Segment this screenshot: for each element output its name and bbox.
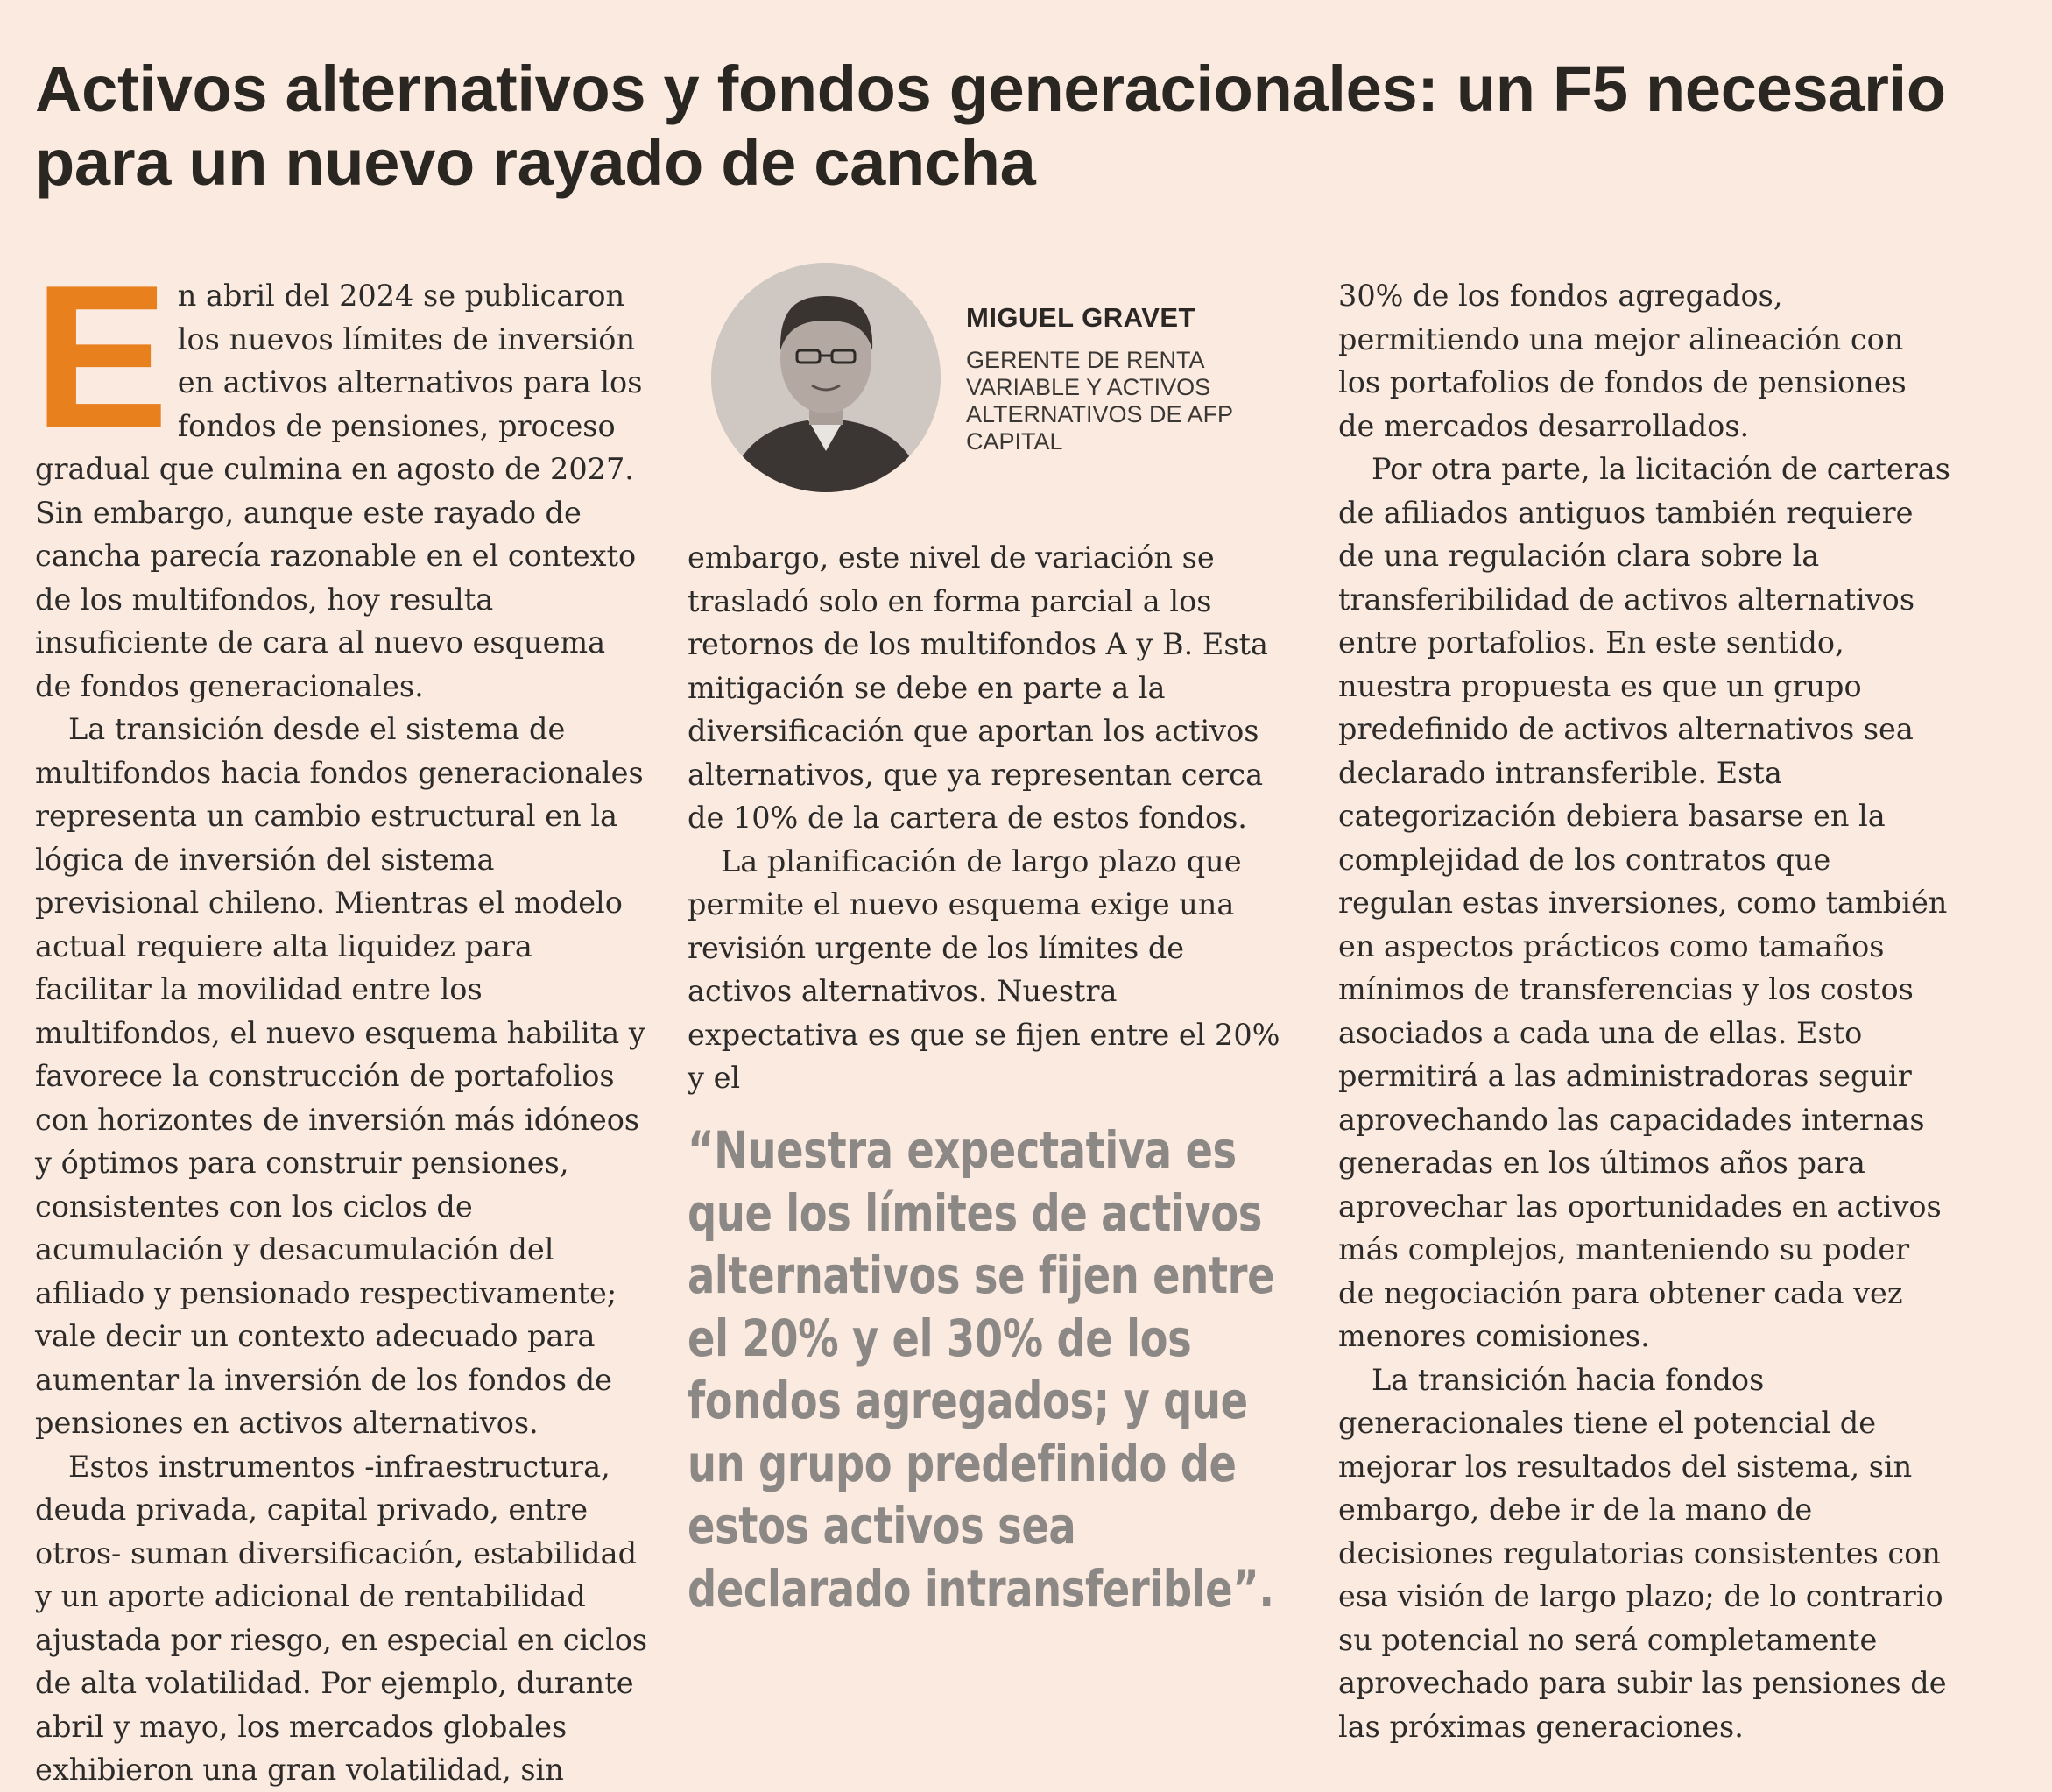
column-middle [688, 536, 1296, 1100]
pull-quote: “Nuestra expectativa es que los límites de activos alternativos se fijen entre el 20% y el 30% de los fondos agregados; y que un grupo predefinido de estos activos sea declarado intransferible”. [688, 1120, 1275, 1619]
article-paragraph: La transición desde el sistema de multifondos hacia fondos generacionales representa un cambio estructural en la lógica de inversión del sistema previsional chileno. Mientras el modelo actual requiere alta liquidez para facilitar la movilidad entre los multifondos, el nuevo esquema habilita y favorece la construcción de portafolios con horizontes de inversión más idóneos y óptimos para construir pensiones, consistentes con los ciclos de acumulación y desacumulación del afiliado y pensionado respectivamente; vale decir un contexto adecuado para aumentar la inversión de los fondos de pensiones en activos alternativos. [35, 712, 645, 1440]
column-right [1338, 274, 1951, 1748]
author-photo-icon [711, 263, 941, 492]
author-portrait [711, 263, 941, 492]
article-paragraph: La planificación de largo plazo que permite el nuevo esquema exige una revisión urgente de los límites de activos alternativos. Nuestra expectativa es que se fijen entre el 20% y el [688, 843, 1280, 1095]
author-name: MIGUEL GRAVET [966, 302, 1195, 333]
article-paragraph: 30% de los fondos agregados, permitiendo una mejor alineación con los portafolios de fondos de pensiones de mercados desarrollados. [1338, 279, 1907, 443]
article-paragraph [33, 243, 648, 708]
column-left [33, 243, 648, 1792]
author-role: GERENTE DE RENTA VARIABLE Y ACTIVOS ALTERNATIVOS DE AFP CAPITAL [966, 347, 1233, 455]
paragraph-text: n abril del 2024 se publicaron los nuevos límites de inversión en activos alternativos para los fondos de pensiones, proceso gradual que culmina en agosto de 2027. Sin embargo, aunque este rayado de cancha parecía razonable en el contexto de los multifondos, hoy resulta insuficiente de cara al nuevo esquema de fondos generacionales. [35, 279, 643, 703]
article-paragraph: Por otra parte, la licitación de carteras de afiliados antiguos también requiere de una regulación clara sobre la transferibilidad de activos alternativos entre portafolios. En este sentido, nuestra propuesta es que un grupo predefinido de activos alternativos sea declarado intransferible. Esta categorización debiera basarse en la complejidad de los contratos que regulan estas inversiones, como también en aspectos prácticos como tamaños mínimos de transferencias y los costos asociados a cada una de ellas. Esto permitirá a las administradoras seguir aprovechando las capacidades internas generadas en los últimos años para aprovechar las oportunidades en activos más complejos, manteniendo su poder de negociación para obtener cada vez menores comisiones. [1338, 452, 1950, 1353]
article-paragraph: La transición hacia fondos generacionales tiene el potencial de mejorar los resultados del sistema, sin embargo, debe ir de la mano de decisiones regulatorias consistentes con esa visión de largo plazo; de lo contrario su potencial no será completamente aprovechado para subir las pensiones de las próximas generaciones. [1338, 1362, 1947, 1744]
article-headline: Activos alternativos y fondos generacionales: un F5 necesario para un nuevo rayado de cancha [35, 53, 1946, 199]
drop-cap: E [33, 243, 169, 470]
article-paragraph: embargo, este nivel de variación se trasladó solo en forma parcial a los retornos de los multifondos A y B. Esta mitigación se debe en parte a la diversificación que aportan los activos alternativos, que ya representan cerca de 10% de la cartera de estos fondos. [688, 540, 1268, 835]
article-paragraph: Estos instrumentos -infraestructura, deuda privada, capital privado, entre otros- suman diversificación, estabilidad y un aporte adicional de rentabilidad ajustada por riesgo, en especial en ciclos de alta volatilidad. Por ejemplo, durante abril y mayo, los mercados globales exhibieron una gran volatilidad, sin [35, 1449, 648, 1787]
